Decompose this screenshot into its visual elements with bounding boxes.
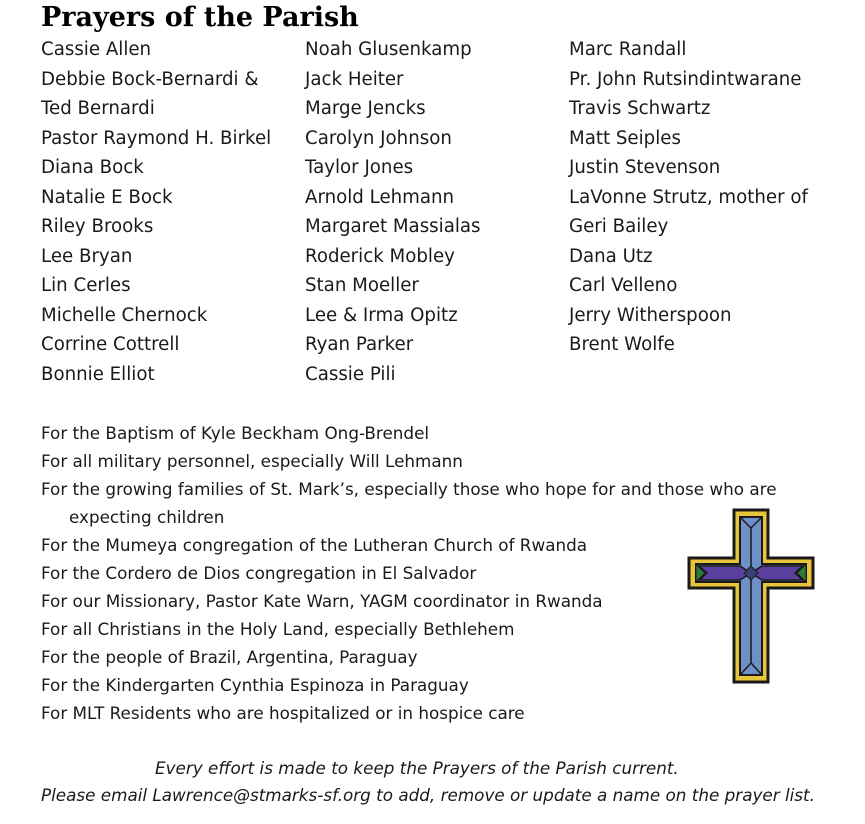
name-item: Lin Cerles — [41, 275, 131, 296]
intention-item: For the Kindergarten Cynthia Espinoza in Paraguay — [41, 675, 469, 695]
footer-note — [0, 755, 865, 809]
name-item: Jack Heiter — [305, 68, 404, 90]
name-item: Natalie E Bock — [41, 186, 173, 208]
name-item: Matt Seiples — [569, 127, 681, 149]
name-item: Bonnie Elliot — [41, 363, 155, 385]
intention-item: For our Missionary, Pastor Kate Warn, YAGM coordinator in Rwanda — [41, 591, 603, 611]
name-item: Justin Stevenson — [569, 157, 721, 178]
name-item: Corrine Cottrell — [41, 334, 180, 355]
footer-line-1: Every effort is made to keep the Prayers of the Parish current. — [155, 758, 679, 778]
intention-item: For all military personnel, especially Will Lehmann — [41, 451, 463, 471]
name-item: Margaret Massialas — [305, 216, 481, 237]
name-item: Michelle Chernock — [41, 304, 208, 326]
name-item: Cassie Pili — [305, 363, 396, 385]
name-item: Taylor Jones — [305, 157, 414, 178]
name-item: Riley Brooks — [41, 216, 154, 237]
name-item: Noah Glusenkamp — [305, 39, 472, 60]
name-item: Pastor Raymond H. Birkel — [41, 127, 272, 149]
name-item: Arnold Lehmann — [305, 186, 455, 208]
name-item: Carolyn Johnson — [305, 127, 452, 149]
name-item: Cassie Allen — [41, 39, 152, 60]
name-item: Stan Moeller — [305, 275, 419, 296]
intention-item: For the people of Brazil, Argentina, Paraguay — [41, 647, 418, 667]
name-item: Lee Bryan — [41, 245, 133, 267]
footer-line-2: Please email Lawrence@stmarks-sf.org to add, remove or update a name on the prayer list. — [41, 785, 815, 805]
intention-item: For the Mumeya congregation of the Lutheran Church of Rwanda — [41, 535, 588, 555]
name-item: Travis Schwartz — [569, 98, 711, 119]
name-item: Diana Bock — [41, 157, 144, 178]
name-item: Pr. John Rutsindintwarane — [569, 68, 802, 90]
intention-item: For the Baptism of Kyle Beckham Ong-Brendel — [41, 423, 430, 443]
name-item: Jerry Witherspoon — [569, 304, 732, 326]
name-item: Lee & Irma Opitz — [305, 304, 458, 326]
name-item: Debbie Bock-Bernardi & — [41, 68, 259, 90]
intention-item: For all Christians in the Holy Land, especially Bethlehem — [41, 619, 515, 639]
name-item: Carl Velleno — [569, 275, 678, 296]
name-item: LaVonne Strutz, mother of — [569, 186, 808, 208]
intention-item: For MLT Residents who are hospitalized or in hospice care — [41, 703, 525, 723]
names-column-3 — [569, 35, 808, 360]
intention-item: For the Cordero de Dios congregation in El Salvador — [41, 563, 477, 583]
name-item: Marge Jencks — [305, 98, 426, 119]
intention-item: For the growing families of St. Mark’s, especially those who hope for and those who are — [41, 479, 777, 499]
cross-icon — [687, 508, 815, 684]
name-item: Dana Utz — [569, 245, 653, 267]
name-item: Geri Bailey — [569, 216, 669, 237]
name-item: Brent Wolfe — [569, 334, 675, 355]
name-item: Ted Bernardi — [41, 98, 155, 119]
names-column-1 — [41, 35, 271, 389]
name-item: Ryan Parker — [305, 334, 414, 355]
names-column-2 — [305, 35, 481, 389]
intention-item-continuation: expecting children — [69, 507, 225, 527]
name-item: Roderick Mobley — [305, 245, 455, 267]
name-item: Marc Randall — [569, 39, 687, 60]
page-title: Prayers of the Parish — [41, 2, 359, 33]
